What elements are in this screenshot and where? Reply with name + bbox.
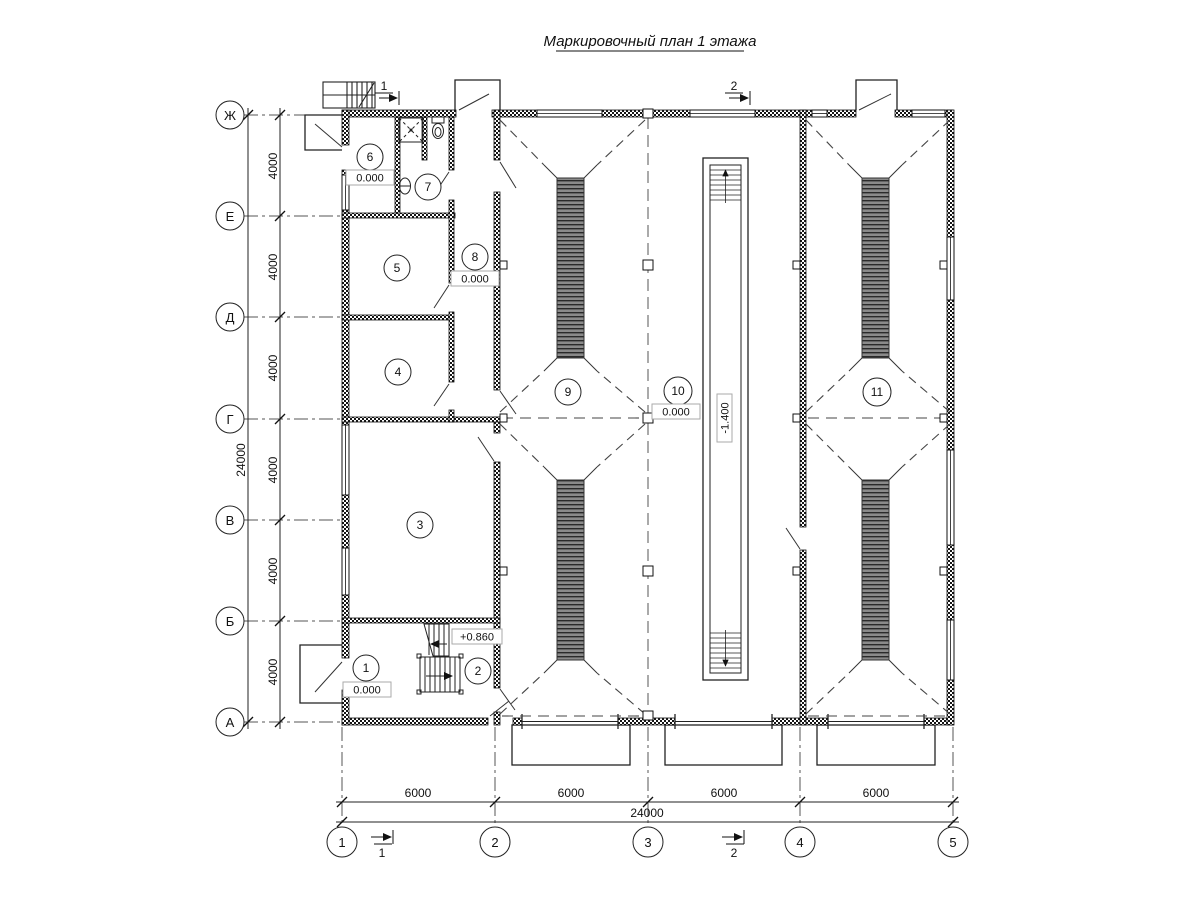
axis-row-a (216, 708, 244, 736)
section-2-bottom-label: 2 (730, 846, 738, 860)
window-right-1 (947, 237, 954, 300)
section-mark-2-bottom (722, 830, 744, 860)
window-top-2 (690, 110, 755, 117)
elevation-room-2-text: +0.860 (460, 631, 494, 644)
room-number-9: 9 (564, 385, 572, 399)
window-left-2 (342, 425, 349, 495)
axis-col-2 (480, 827, 510, 857)
room-labels (353, 144, 891, 684)
room-number-3: 3 (416, 518, 424, 532)
room-number-10: 10 (671, 384, 685, 398)
dim-bottom-3: 6000 (862, 786, 890, 800)
axis-markers-rows (216, 101, 244, 736)
window-top-3 (812, 110, 827, 117)
window-left-3 (342, 548, 349, 595)
dim-left-0: 4000 (266, 152, 280, 180)
dim-bottom-0: 6000 (404, 786, 432, 800)
dim-left-4: 4000 (266, 557, 280, 585)
axis-row-v (216, 506, 244, 534)
room-circle-3 (407, 512, 433, 538)
loading-platform-2 (665, 725, 782, 765)
room-circle-8 (462, 244, 488, 270)
axis-row-label-1: Е (225, 209, 235, 224)
axis-col-4 (785, 827, 815, 857)
axis-col-1 (327, 827, 357, 857)
axis-markers-cols (327, 827, 968, 857)
dim-bottom-total: 24000 (630, 806, 664, 820)
elevation-room-10 (652, 404, 700, 419)
strip-room11-upper (849, 165, 902, 371)
elevation-room-1-text: 0.000 (353, 684, 381, 697)
window-right-2 (947, 450, 954, 545)
room-circle-1 (353, 655, 379, 681)
dim-left-1: 4000 (266, 253, 280, 281)
axis-col-label-1: 2 (491, 835, 499, 850)
section-mark-1-bottom (371, 830, 393, 860)
room-number-7: 7 (424, 180, 432, 194)
room-circle-7 (415, 174, 441, 200)
exterior-stair-top-left (323, 82, 375, 108)
dim-bottom-1: 6000 (557, 786, 585, 800)
room-circle-2 (465, 658, 491, 684)
sheet-title (544, 33, 757, 51)
room-number-2: 2 (474, 664, 482, 678)
axis-col-label-0: 1 (338, 835, 346, 850)
dim-left-3: 4000 (266, 456, 280, 484)
axis-col-label-2: 3 (644, 835, 652, 850)
section-1-bottom-label: 1 (378, 846, 386, 860)
section-mark-2-top (725, 79, 750, 105)
room-circle-10 (664, 377, 692, 405)
window-right-3 (947, 620, 954, 680)
room-circle-4 (385, 359, 411, 385)
gate-3 (828, 714, 924, 729)
room-number-6: 6 (366, 150, 374, 164)
porch-left-top (305, 115, 342, 150)
axis-col-label-4: 5 (949, 835, 957, 850)
washbasin (400, 178, 411, 194)
room-number-5: 5 (393, 261, 401, 275)
axis-row-label-2: Д (225, 310, 235, 325)
axis-row-label-0: Ж (223, 108, 237, 123)
elevation-room-8 (451, 271, 499, 286)
axis-row-label-4: В (225, 513, 235, 528)
axis-row-label-5: Б (225, 614, 235, 629)
room-number-4: 4 (394, 365, 402, 379)
axis-row-zh (216, 101, 244, 129)
room-circle-5 (384, 255, 410, 281)
dim-bottom-2: 6000 (710, 786, 738, 800)
room-number-11: 11 (870, 385, 884, 399)
elevation-room-1 (343, 682, 391, 697)
elevation-room-2 (452, 629, 502, 644)
porch-left-bottom (300, 645, 342, 703)
section-mark-1-top (375, 79, 399, 105)
section-1-top-label: 1 (380, 79, 388, 93)
strip-room9-lower (544, 467, 597, 673)
dim-left-total: 24000 (234, 443, 248, 477)
elevation-pit-text: -1.400 (719, 402, 732, 434)
axis-col-3 (633, 827, 663, 857)
elevation-room-6 (346, 170, 394, 185)
axis-row-label-6: А (225, 715, 235, 730)
axis-col-label-3: 4 (796, 835, 804, 850)
elevation-room-6-text: 0.000 (356, 172, 384, 185)
loading-platform-1 (512, 725, 630, 765)
window-top-1 (537, 110, 602, 117)
axis-col-5 (938, 827, 968, 857)
room-number-8: 8 (471, 250, 479, 264)
gate-2 (675, 714, 772, 729)
window-top-4 (912, 110, 945, 117)
strip-room9-upper (544, 165, 597, 371)
elevation-room-8-text: 0.000 (461, 273, 489, 286)
porch-top-2 (856, 80, 897, 110)
elevation-pit (717, 394, 732, 442)
dim-left-5: 4000 (266, 658, 280, 686)
gate-1 (522, 714, 618, 729)
toilet (432, 117, 444, 139)
room-number-1: 1 (362, 661, 370, 675)
shower-tray (399, 118, 423, 142)
room-circle-9 (555, 379, 581, 405)
axis-row-e (216, 202, 244, 230)
porch-top-1 (455, 80, 500, 110)
room-circle-6 (357, 144, 383, 170)
strip-room11-lower (849, 467, 902, 673)
room-circle-11 (863, 378, 891, 406)
dim-left-2: 4000 (266, 354, 280, 382)
elevation-room-10-text: 0.000 (662, 406, 690, 419)
axis-row-d (216, 303, 244, 331)
axis-row-g (216, 405, 244, 433)
axis-row-b (216, 607, 244, 635)
section-2-top-label: 2 (730, 79, 738, 93)
title-text: Маркировочный план 1 этажа (543, 33, 757, 50)
loading-platform-3 (817, 725, 935, 765)
axis-row-label-3: Г (226, 412, 234, 427)
